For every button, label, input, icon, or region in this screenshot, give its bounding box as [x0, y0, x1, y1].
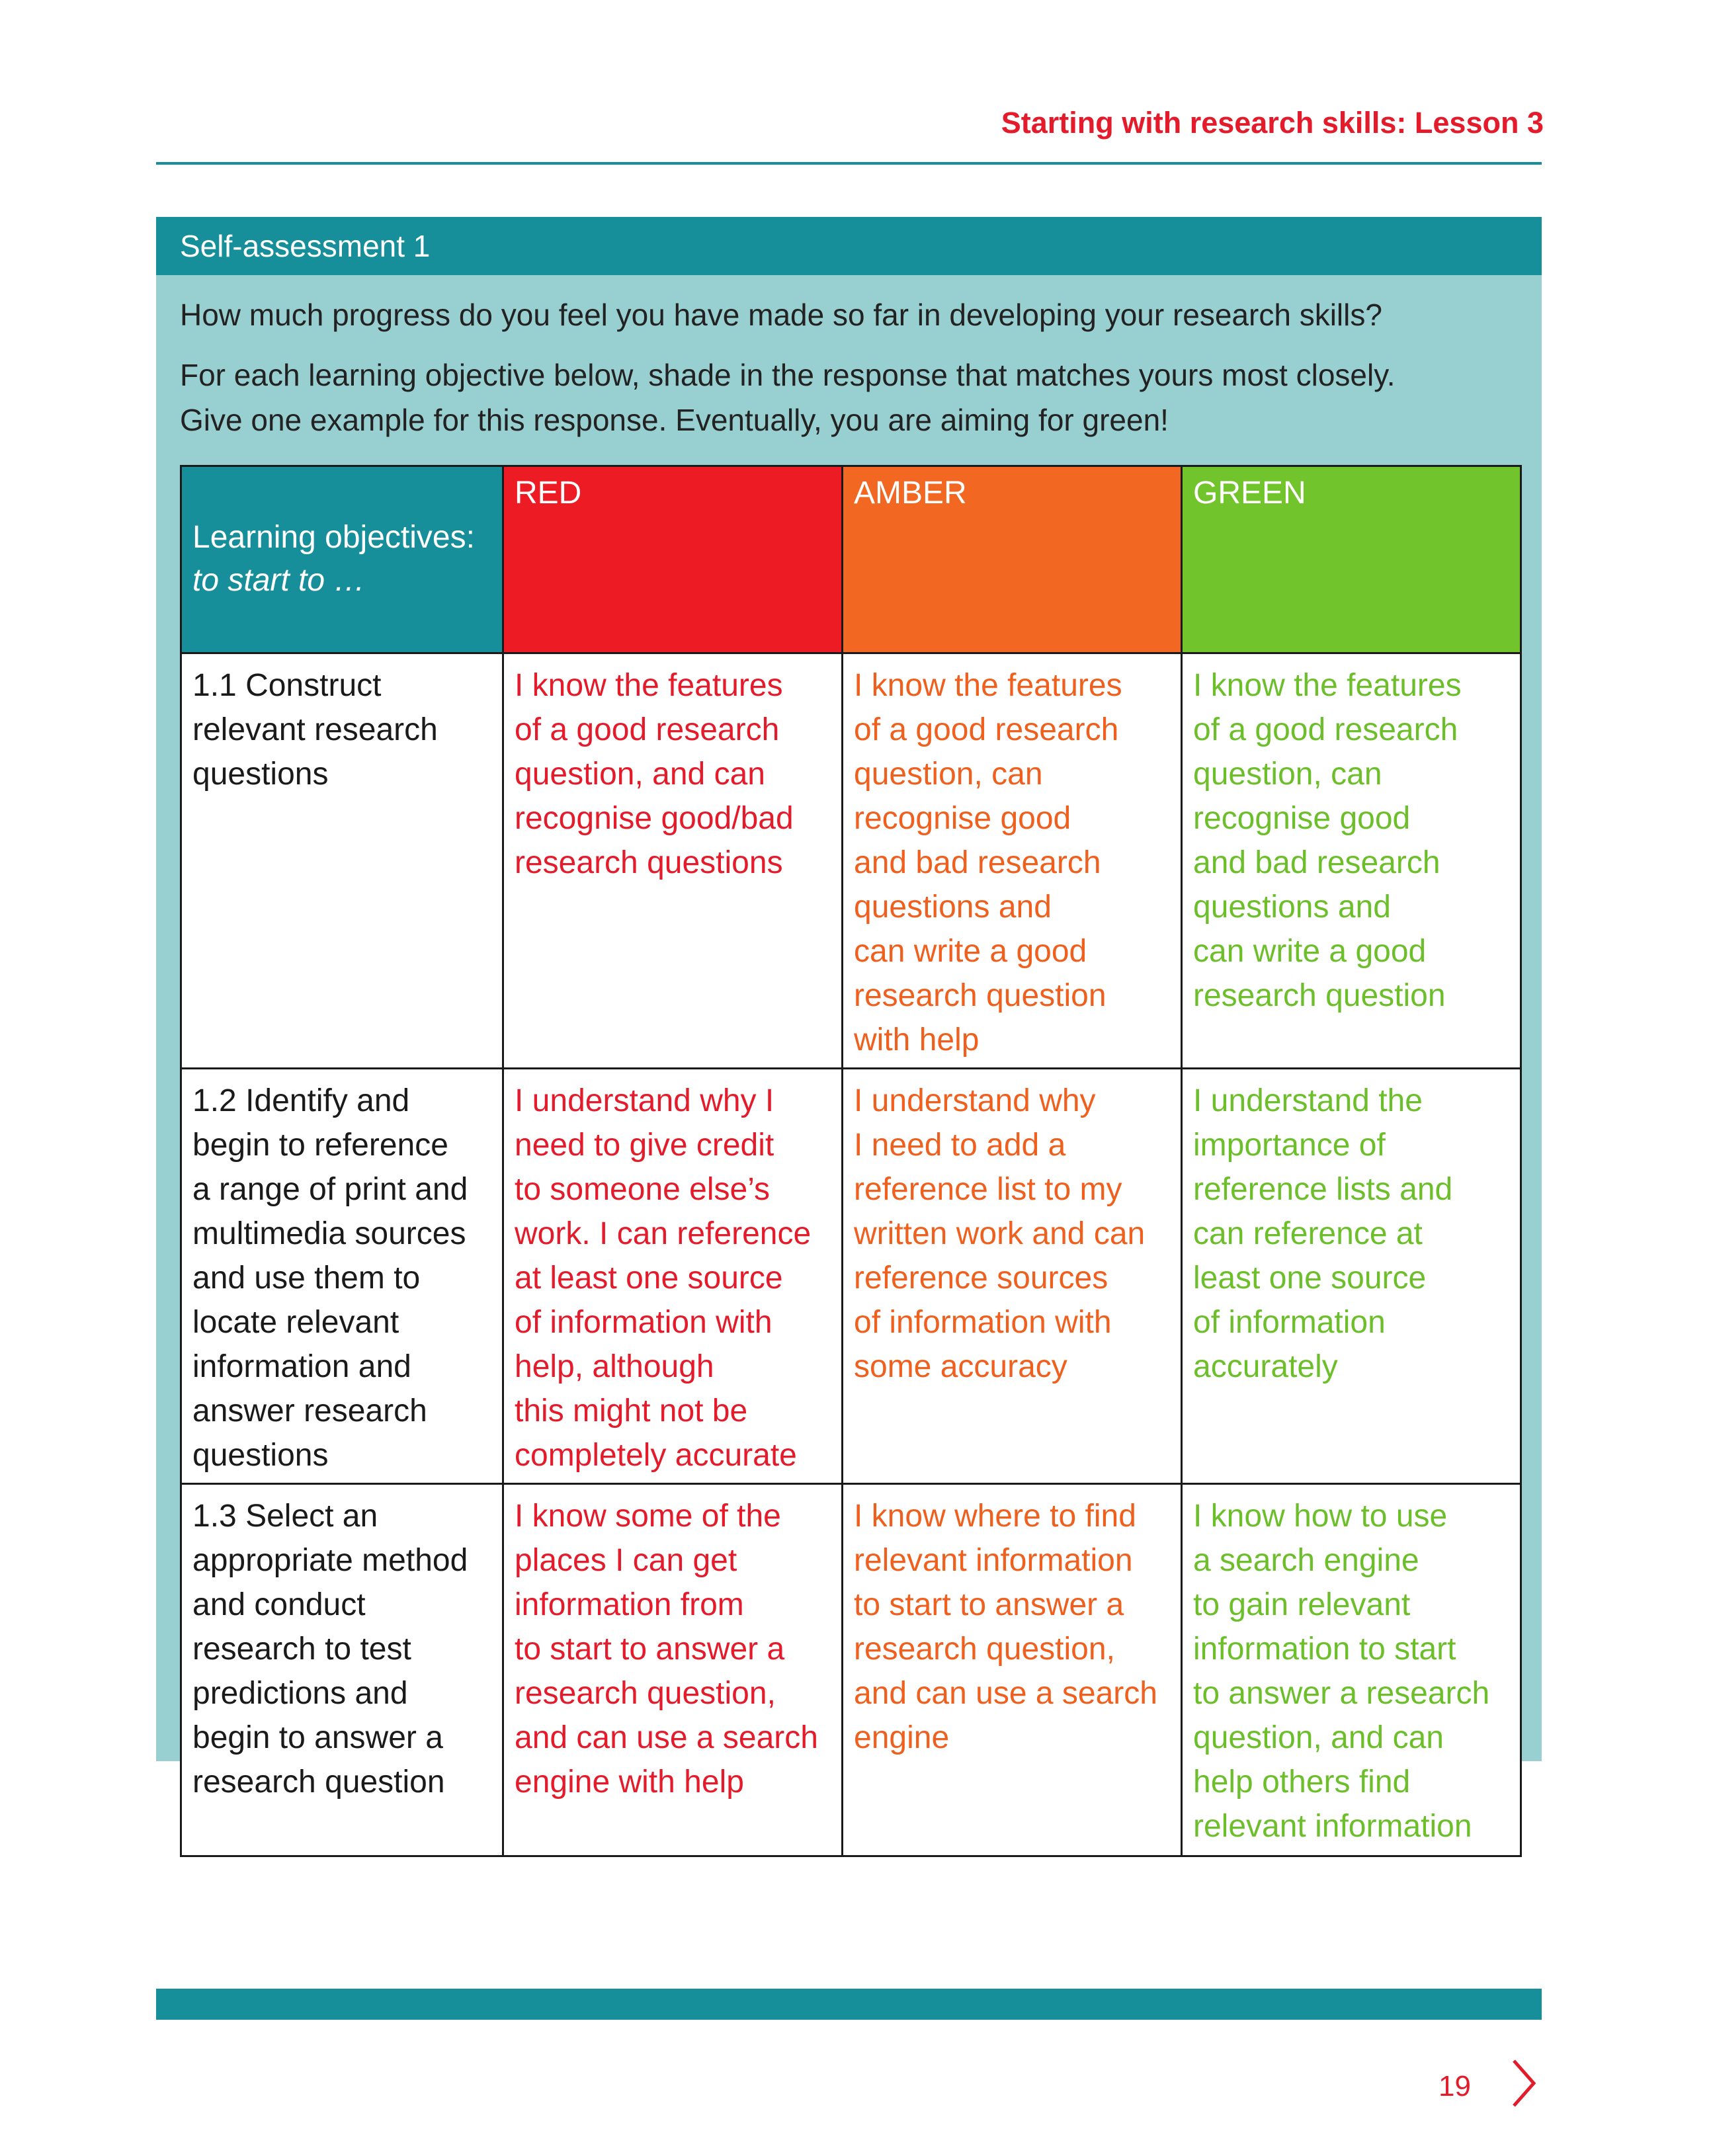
- header-amber: AMBER: [843, 466, 1182, 653]
- intro-instruction-line-2: Give one example for this response. Eventually, you are aiming for green!: [180, 403, 1169, 437]
- red-response-cell[interactable]: I understand why I need to give credit to someone else’s work. I can reference at least one source of information with help, although this might not be completely accurate: [503, 1069, 843, 1484]
- intro-instruction: [180, 352, 1396, 442]
- chevron-right-icon[interactable]: [1511, 2058, 1538, 2112]
- assessment-table: [180, 465, 1522, 1857]
- amber-response-cell[interactable]: I know the features of a good research question, can recognise good and bad research questions and can write a good research question with help: [843, 653, 1182, 1069]
- intro-question: [180, 292, 1382, 337]
- green-response-cell[interactable]: I know the features of a good research question, can recognise good and bad research questions and can write a good research question: [1182, 653, 1521, 1069]
- footer-bar: [156, 1989, 1542, 2020]
- intro-question-text: How much progress do you feel you have made so far in developing your research skills?: [180, 298, 1382, 332]
- page-number: 19: [1439, 2070, 1471, 2102]
- green-response-cell[interactable]: I understand the importance of reference lists and can reference at least one source of information accurately: [1182, 1069, 1521, 1484]
- objective-cell: 1.3 Select an appropriate method and conduct research to test predictions and begin to answer a research question: [181, 1484, 503, 1856]
- panel-title: Self-assessment 1: [156, 217, 1542, 275]
- table-row: [181, 1069, 1521, 1484]
- header-green: GREEN: [1182, 466, 1521, 653]
- table-header-row: [181, 466, 1521, 653]
- header-divider: [156, 162, 1542, 165]
- objective-cell: 1.1 Construct relevant research questions: [181, 653, 503, 1069]
- table-row: [181, 1484, 1521, 1856]
- red-response-cell[interactable]: I know some of the places I can get information from to start to answer a research question, and can use a search engine with help: [503, 1484, 843, 1856]
- table-row: [181, 653, 1521, 1069]
- red-response-cell[interactable]: I know the features of a good research question, and can recognise good/bad research questions: [503, 653, 843, 1069]
- page-header-title: Starting with research skills: Lesson 3: [1001, 106, 1544, 140]
- intro-instruction-line-1: For each learning objective below, shade in the response that matches yours most closely.: [180, 358, 1396, 392]
- header-objectives-sub: to start to …: [192, 563, 366, 598]
- green-response-cell[interactable]: I know how to use a search engine to gain relevant information to start to answer a research question, and can help others find relevant information: [1182, 1484, 1521, 1856]
- amber-response-cell[interactable]: I know where to find relevant information to start to answer a research question, and can use a search engine: [843, 1484, 1182, 1856]
- self-assessment-panel: [156, 217, 1542, 1844]
- header-red: RED: [503, 466, 843, 653]
- header-objectives-label: Learning objectives:: [192, 520, 475, 555]
- objective-cell: 1.2 Identify and begin to reference a range of print and multimedia sources and use them to locate relevant information and answer research questions: [181, 1069, 503, 1484]
- header-objectives: [181, 466, 503, 653]
- amber-response-cell[interactable]: I understand why I need to add a reference list to my written work and can reference sources of information with some accuracy: [843, 1069, 1182, 1484]
